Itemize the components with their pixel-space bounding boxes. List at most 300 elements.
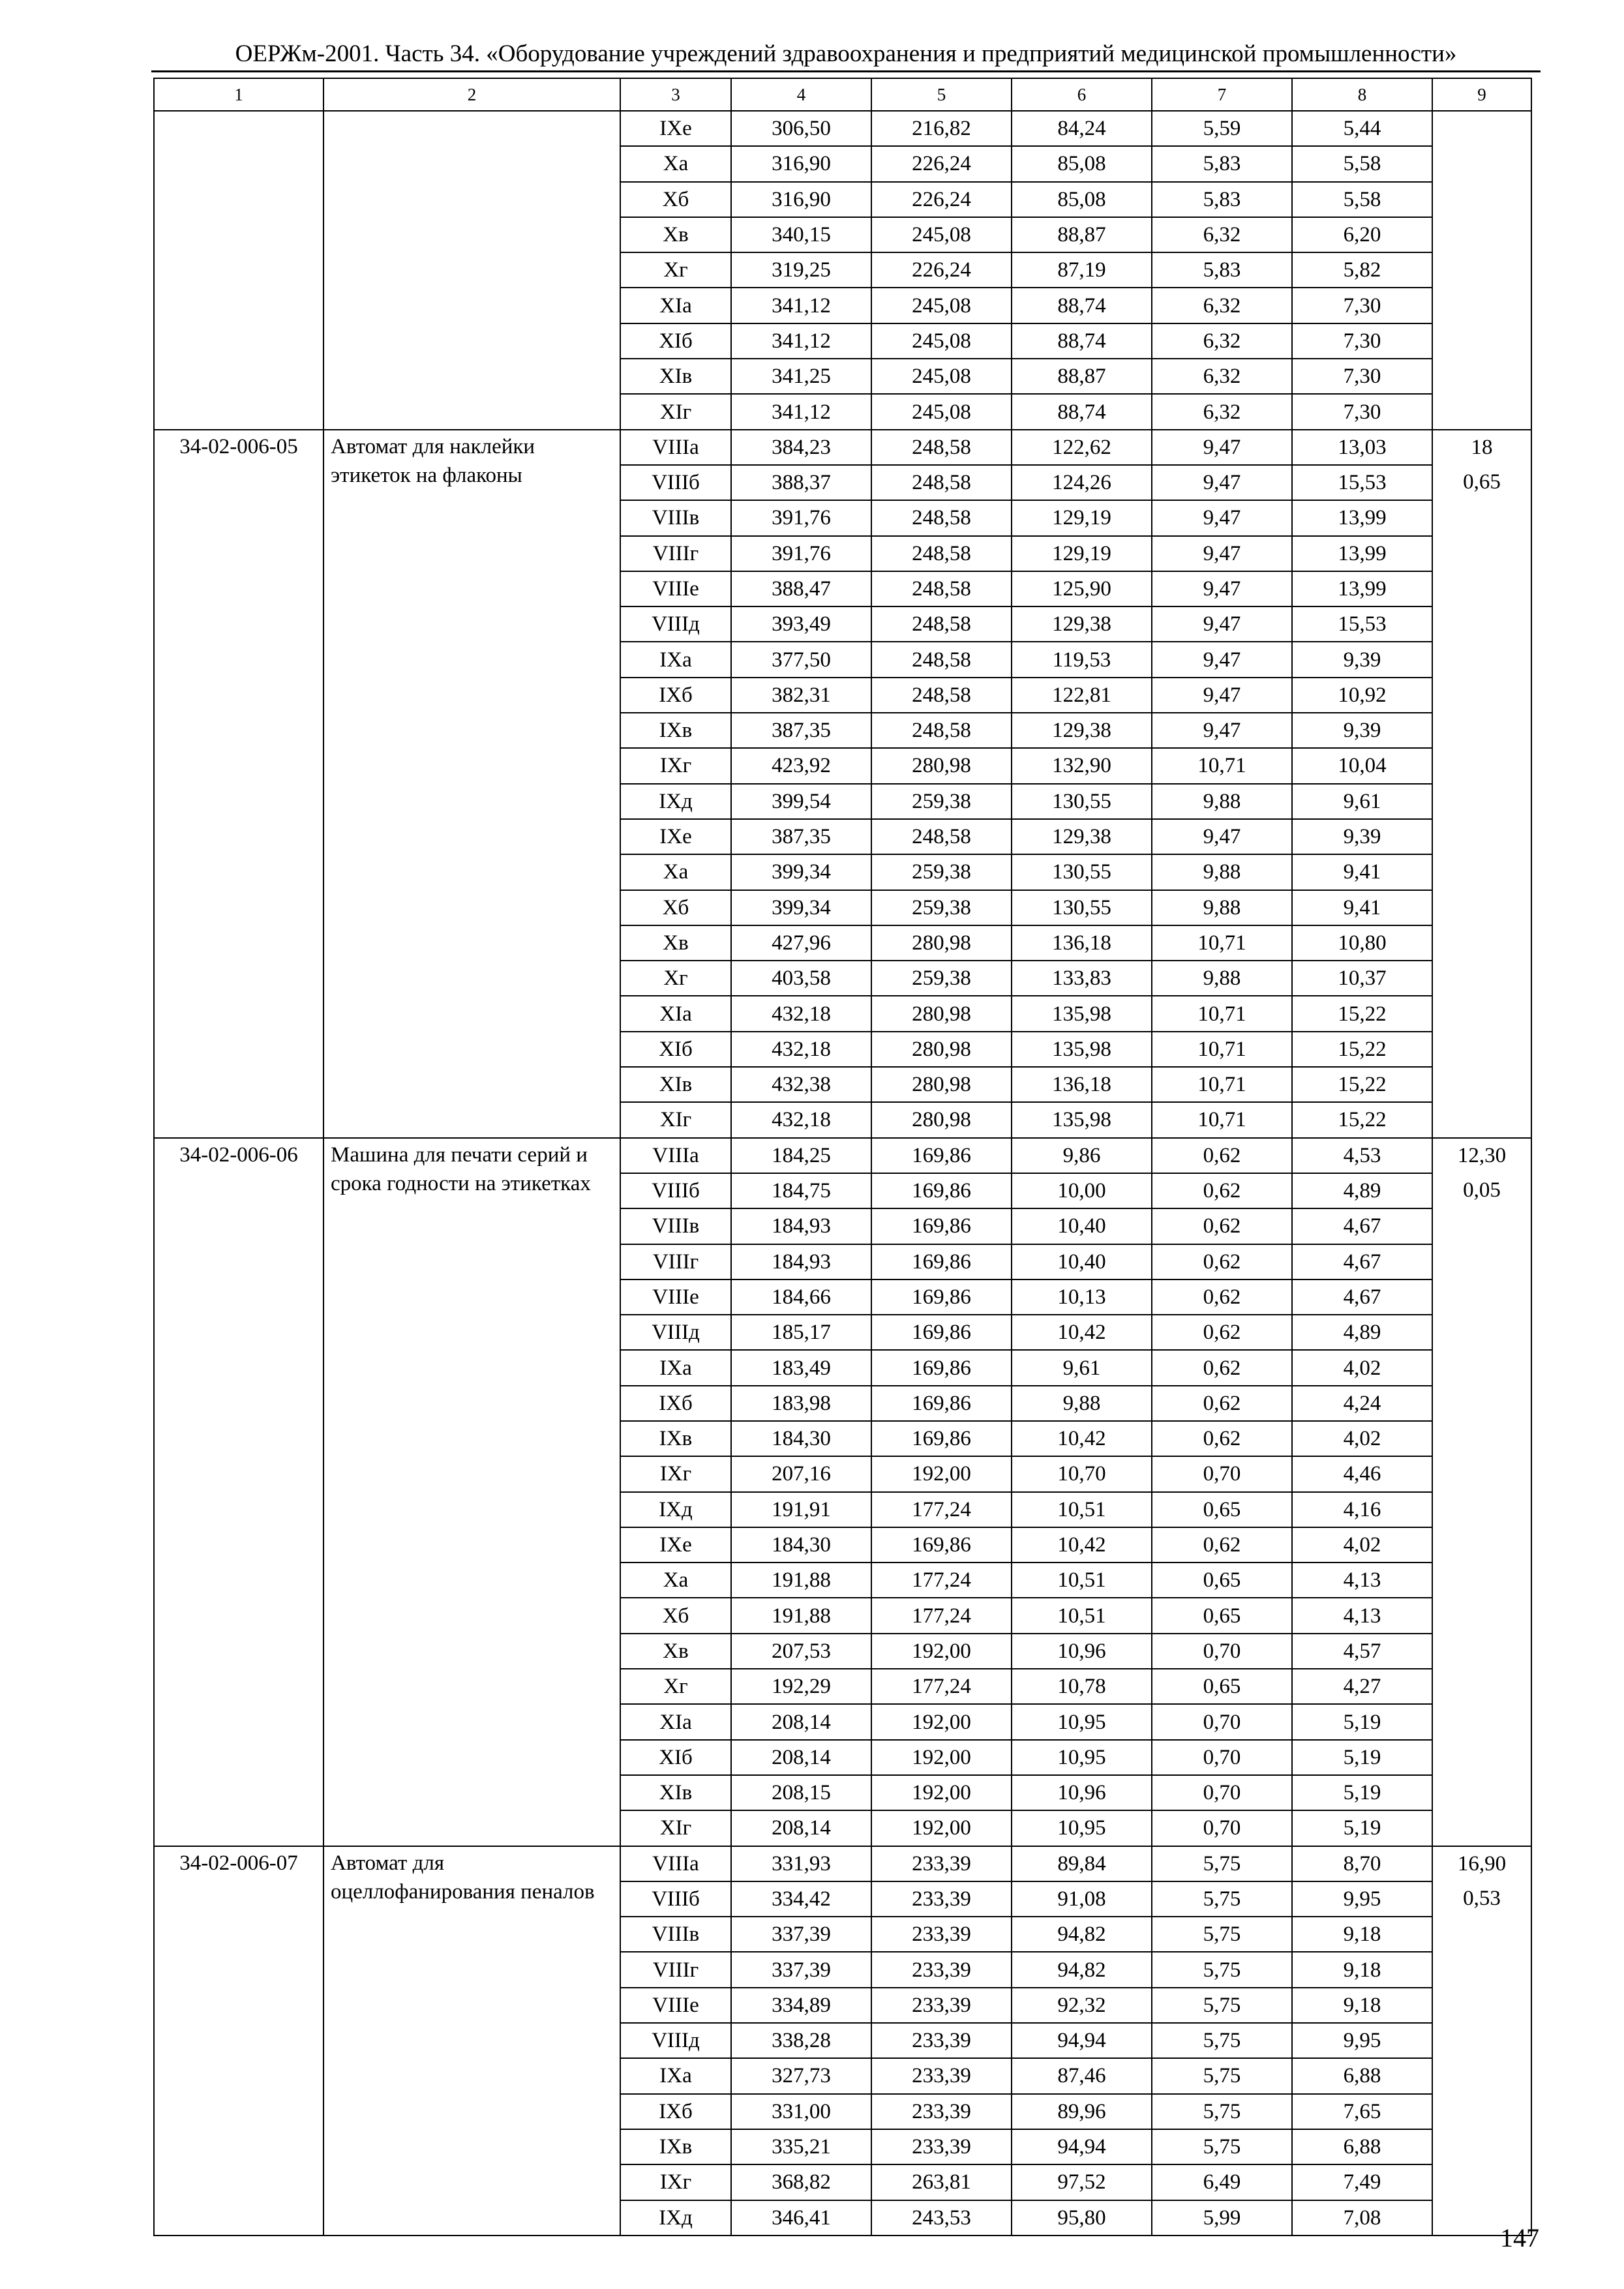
cost-materials-cell: 9,39	[1292, 713, 1432, 748]
cost-direct-cell: 192,29	[731, 1669, 871, 1704]
cost-wage-cell: 259,38	[871, 961, 1012, 996]
cost-materials-cell: 9,18	[1292, 1917, 1432, 1952]
cost-wage-cell: 233,39	[871, 2129, 1012, 2164]
column-number: 6	[1012, 78, 1152, 111]
cost-wage-cell: 243,53	[871, 2200, 1012, 2236]
cost-machinist-wage-cell: 9,88	[1152, 961, 1292, 996]
cost-materials-cell: 9,18	[1292, 1988, 1432, 2023]
region-cell: Xв	[620, 925, 731, 961]
cost-direct-cell: 341,12	[731, 323, 871, 359]
cost-machine-cell: 10,95	[1012, 1704, 1152, 1739]
cost-direct-cell: 346,41	[731, 2200, 871, 2236]
col9-primary-value: 12,30	[1457, 1143, 1507, 1167]
cost-wage-cell: 248,58	[871, 819, 1012, 854]
region-cell: VIIIб	[620, 1881, 731, 1917]
cost-machine-cell: 10,42	[1012, 1527, 1152, 1563]
cost-machinist-wage-cell: 9,47	[1152, 713, 1292, 748]
cost-machinist-wage-cell: 0,65	[1152, 1598, 1292, 1633]
cost-wage-cell: 233,39	[871, 1952, 1012, 1987]
table-body	[154, 78, 1531, 2236]
cost-materials-cell: 13,99	[1292, 536, 1432, 571]
region-cell: Xб	[620, 890, 731, 925]
cost-wage-cell: 177,24	[871, 1598, 1012, 1633]
cost-wage-cell: 259,38	[871, 890, 1012, 925]
cost-machinist-wage-cell: 6,32	[1152, 323, 1292, 359]
cost-materials-cell: 4,02	[1292, 1350, 1432, 1385]
cost-machinist-wage-cell: 0,65	[1152, 1563, 1292, 1598]
cost-materials-cell: 15,22	[1292, 996, 1432, 1031]
cost-wage-cell: 248,58	[871, 430, 1012, 465]
cost-machinist-wage-cell: 0,62	[1152, 1350, 1292, 1385]
cost-wage-cell: 169,86	[871, 1138, 1012, 1173]
region-cell: IXв	[620, 1421, 731, 1456]
cost-direct-cell: 316,90	[731, 182, 871, 217]
cost-machinist-wage-cell: 6,32	[1152, 217, 1292, 252]
cost-direct-cell: 208,14	[731, 1740, 871, 1775]
cost-materials-cell: 4,67	[1292, 1208, 1432, 1244]
cost-materials-cell: 13,99	[1292, 500, 1432, 535]
region-cell: XIв	[620, 359, 731, 394]
cost-wage-cell: 192,00	[871, 1456, 1012, 1491]
cost-machine-cell: 130,55	[1012, 854, 1152, 890]
cost-wage-cell: 263,81	[871, 2164, 1012, 2200]
cost-materials-cell: 4,13	[1292, 1598, 1432, 1633]
cost-wage-cell: 245,08	[871, 394, 1012, 429]
cost-direct-cell: 377,50	[731, 642, 871, 677]
item-code-cell: 34-02-006-06	[154, 1138, 323, 1846]
cost-machine-cell: 133,83	[1012, 961, 1152, 996]
cost-machinist-wage-cell: 10,71	[1152, 1102, 1292, 1137]
cost-materials-cell: 4,13	[1292, 1563, 1432, 1598]
cost-direct-cell: 338,28	[731, 2023, 871, 2058]
cost-machinist-wage-cell: 0,62	[1152, 1315, 1292, 1350]
cost-machinist-wage-cell: 9,47	[1152, 536, 1292, 571]
cost-machine-cell: 10,96	[1012, 1634, 1152, 1669]
item-col9-cell	[1432, 1138, 1531, 1846]
cost-machinist-wage-cell: 5,75	[1152, 2023, 1292, 2058]
cost-direct-cell: 316,90	[731, 146, 871, 181]
cost-materials-cell: 4,53	[1292, 1138, 1432, 1173]
cost-direct-cell: 191,88	[731, 1563, 871, 1598]
cost-direct-cell: 432,18	[731, 996, 871, 1031]
cost-direct-cell: 341,12	[731, 288, 871, 323]
region-cell: VIIIв	[620, 500, 731, 535]
cost-materials-cell: 15,22	[1292, 1102, 1432, 1137]
cost-machinist-wage-cell: 5,75	[1152, 1917, 1292, 1952]
cost-machinist-wage-cell: 6,32	[1152, 359, 1292, 394]
cost-wage-cell: 245,08	[871, 288, 1012, 323]
cost-machine-cell: 89,96	[1012, 2094, 1152, 2129]
cost-machinist-wage-cell: 10,71	[1152, 1032, 1292, 1067]
region-cell: XIв	[620, 1067, 731, 1102]
cost-machinist-wage-cell: 0,70	[1152, 1704, 1292, 1739]
cost-machinist-wage-cell: 0,62	[1152, 1421, 1292, 1456]
column-number: 7	[1152, 78, 1292, 111]
cost-direct-cell: 341,25	[731, 359, 871, 394]
cost-direct-cell: 184,66	[731, 1279, 871, 1315]
region-cell: XIг	[620, 1810, 731, 1846]
column-number: 2	[323, 78, 620, 111]
cost-wage-cell: 233,39	[871, 2094, 1012, 2129]
cost-direct-cell: 306,50	[731, 111, 871, 146]
cost-wage-cell: 245,08	[871, 217, 1012, 252]
cost-machine-cell: 92,32	[1012, 1988, 1152, 2023]
cost-machine-cell: 10,51	[1012, 1598, 1152, 1633]
item-name-cell: Машина для печати серий и срока годности на этикетках	[323, 1138, 620, 1846]
cost-machine-cell: 94,82	[1012, 1952, 1152, 1987]
region-cell: Xг	[620, 252, 731, 288]
cost-machinist-wage-cell: 5,83	[1152, 182, 1292, 217]
table-row	[154, 1138, 1531, 1173]
cost-machine-cell: 10,95	[1012, 1810, 1152, 1846]
cost-machinist-wage-cell: 9,88	[1152, 784, 1292, 819]
cost-direct-cell: 399,34	[731, 854, 871, 890]
cost-machine-cell: 119,53	[1012, 642, 1152, 677]
region-cell: VIIIе	[620, 571, 731, 606]
cost-wage-cell: 248,58	[871, 571, 1012, 606]
cost-materials-cell: 4,67	[1292, 1244, 1432, 1279]
cost-machine-cell: 9,86	[1012, 1138, 1152, 1173]
cost-materials-cell: 9,95	[1292, 1881, 1432, 1917]
cost-materials-cell: 9,18	[1292, 1952, 1432, 1987]
region-cell: Xа	[620, 1563, 731, 1598]
cost-direct-cell: 391,76	[731, 536, 871, 571]
cost-machine-cell: 97,52	[1012, 2164, 1152, 2200]
cost-materials-cell: 13,03	[1292, 430, 1432, 465]
region-cell: IXа	[620, 2058, 731, 2093]
cost-machine-cell: 129,38	[1012, 819, 1152, 854]
cost-materials-cell: 5,19	[1292, 1775, 1432, 1810]
table-row	[154, 430, 1531, 465]
cost-machinist-wage-cell: 0,65	[1152, 1669, 1292, 1704]
cost-direct-cell: 388,47	[731, 571, 871, 606]
cost-machinist-wage-cell: 5,83	[1152, 252, 1292, 288]
table-row	[154, 111, 1531, 146]
cost-machinist-wage-cell: 0,62	[1152, 1173, 1292, 1208]
cost-materials-cell: 9,39	[1292, 819, 1432, 854]
cost-materials-cell: 13,99	[1292, 571, 1432, 606]
cost-wage-cell: 280,98	[871, 996, 1012, 1031]
column-number: 8	[1292, 78, 1432, 111]
cost-direct-cell: 184,25	[731, 1138, 871, 1173]
cost-wage-cell: 245,08	[871, 359, 1012, 394]
cost-machine-cell: 88,74	[1012, 394, 1152, 429]
cost-direct-cell: 432,18	[731, 1032, 871, 1067]
cost-wage-cell: 233,39	[871, 1988, 1012, 2023]
cost-direct-cell: 331,93	[731, 1846, 871, 1881]
cost-machine-cell: 130,55	[1012, 890, 1152, 925]
cost-wage-cell: 177,24	[871, 1563, 1012, 1598]
cost-machinist-wage-cell: 9,88	[1152, 890, 1292, 925]
region-cell: VIIIе	[620, 1279, 731, 1315]
region-cell: VIIIд	[620, 2023, 731, 2058]
region-cell: IXг	[620, 748, 731, 783]
cost-machinist-wage-cell: 10,71	[1152, 748, 1292, 783]
cost-wage-cell: 169,86	[871, 1421, 1012, 1456]
column-number-row	[154, 78, 1531, 111]
cost-machinist-wage-cell: 0,70	[1152, 1740, 1292, 1775]
cost-materials-cell: 8,70	[1292, 1846, 1432, 1881]
cost-materials-cell: 4,46	[1292, 1456, 1432, 1491]
cost-direct-cell: 427,96	[731, 925, 871, 961]
cost-materials-cell: 10,80	[1292, 925, 1432, 961]
col9-primary-value: 16,90	[1457, 1851, 1507, 1876]
col9-cell	[1432, 111, 1531, 430]
code-cell	[154, 111, 323, 430]
cost-direct-cell: 384,23	[731, 430, 871, 465]
cost-materials-cell: 5,44	[1292, 111, 1432, 146]
cost-materials-cell: 5,58	[1292, 146, 1432, 181]
cost-materials-cell: 7,08	[1292, 2200, 1432, 2236]
cost-direct-cell: 208,14	[731, 1810, 871, 1846]
cost-machinist-wage-cell: 9,47	[1152, 500, 1292, 535]
cost-machinist-wage-cell: 9,47	[1152, 678, 1292, 713]
cost-direct-cell: 432,38	[731, 1067, 871, 1102]
cost-materials-cell: 9,41	[1292, 890, 1432, 925]
cost-materials-cell: 7,65	[1292, 2094, 1432, 2129]
region-cell: IXа	[620, 1350, 731, 1385]
cost-materials-cell: 15,53	[1292, 465, 1432, 500]
region-cell: VIIIа	[620, 1846, 731, 1881]
cost-direct-cell: 208,15	[731, 1775, 871, 1810]
cost-machine-cell: 136,18	[1012, 1067, 1152, 1102]
region-cell: Xб	[620, 182, 731, 217]
cost-machine-cell: 10,00	[1012, 1173, 1152, 1208]
cost-direct-cell: 191,91	[731, 1492, 871, 1527]
cost-machinist-wage-cell: 10,71	[1152, 925, 1292, 961]
cost-wage-cell: 248,58	[871, 465, 1012, 500]
cost-materials-cell: 9,61	[1292, 784, 1432, 819]
cost-wage-cell: 248,58	[871, 536, 1012, 571]
cost-direct-cell: 387,35	[731, 713, 871, 748]
cost-machine-cell: 129,19	[1012, 500, 1152, 535]
cost-wage-cell: 192,00	[871, 1634, 1012, 1669]
cost-wage-cell: 233,39	[871, 2023, 1012, 2058]
cost-machine-cell: 88,74	[1012, 323, 1152, 359]
cost-direct-cell: 337,39	[731, 1952, 871, 1987]
cost-wage-cell: 192,00	[871, 1740, 1012, 1775]
cost-materials-cell: 9,39	[1292, 642, 1432, 677]
cost-direct-cell: 327,73	[731, 2058, 871, 2093]
cost-wage-cell: 248,58	[871, 713, 1012, 748]
cost-machine-cell: 95,80	[1012, 2200, 1152, 2236]
cost-materials-cell: 5,19	[1292, 1810, 1432, 1846]
cost-direct-cell: 184,93	[731, 1208, 871, 1244]
cost-machine-cell: 10,95	[1012, 1740, 1152, 1775]
cost-machine-cell: 85,08	[1012, 182, 1152, 217]
cost-machine-cell: 129,38	[1012, 713, 1152, 748]
cost-wage-cell: 233,39	[871, 1881, 1012, 1917]
region-cell: VIIIа	[620, 1138, 731, 1173]
cost-machine-cell: 88,87	[1012, 217, 1152, 252]
region-cell: VIIIе	[620, 1988, 731, 2023]
cost-direct-cell: 341,12	[731, 394, 871, 429]
region-cell: IXд	[620, 1492, 731, 1527]
region-cell: Xв	[620, 217, 731, 252]
region-cell: VIIIа	[620, 430, 731, 465]
cost-direct-cell: 185,17	[731, 1315, 871, 1350]
cost-wage-cell: 169,86	[871, 1386, 1012, 1421]
cost-wage-cell: 226,24	[871, 182, 1012, 217]
region-cell: Xб	[620, 1598, 731, 1633]
name-cell	[323, 111, 620, 430]
cost-materials-cell: 4,02	[1292, 1421, 1432, 1456]
cost-machinist-wage-cell: 9,47	[1152, 606, 1292, 642]
cost-machine-cell: 87,19	[1012, 252, 1152, 288]
cost-wage-cell: 169,86	[871, 1315, 1012, 1350]
cost-machine-cell: 94,82	[1012, 1917, 1152, 1952]
cost-machine-cell: 10,40	[1012, 1208, 1152, 1244]
region-cell: VIIIг	[620, 1952, 731, 1987]
cost-direct-cell: 183,49	[731, 1350, 871, 1385]
region-cell: XIа	[620, 288, 731, 323]
cost-machine-cell: 10,51	[1012, 1492, 1152, 1527]
cost-materials-cell: 7,49	[1292, 2164, 1432, 2200]
rates-table	[153, 78, 1532, 2236]
region-cell: IXа	[620, 642, 731, 677]
cost-machinist-wage-cell: 5,75	[1152, 1846, 1292, 1881]
cost-machinist-wage-cell: 6,32	[1152, 394, 1292, 429]
cost-direct-cell: 432,18	[731, 1102, 871, 1137]
cost-materials-cell: 10,04	[1292, 748, 1432, 783]
cost-machine-cell: 10,78	[1012, 1669, 1152, 1704]
region-cell: Xг	[620, 961, 731, 996]
cost-machine-cell: 124,26	[1012, 465, 1152, 500]
cost-wage-cell: 192,00	[871, 1810, 1012, 1846]
cost-machinist-wage-cell: 5,75	[1152, 2058, 1292, 2093]
cost-materials-cell: 10,92	[1292, 678, 1432, 713]
cost-machine-cell: 88,87	[1012, 359, 1152, 394]
cost-direct-cell: 184,30	[731, 1527, 871, 1563]
cost-wage-cell: 280,98	[871, 1067, 1012, 1102]
cost-machine-cell: 9,88	[1012, 1386, 1152, 1421]
region-cell: XIв	[620, 1775, 731, 1810]
cost-machinist-wage-cell: 0,70	[1152, 1810, 1292, 1846]
cost-materials-cell: 10,37	[1292, 961, 1432, 996]
cost-materials-cell: 7,30	[1292, 288, 1432, 323]
cost-machinist-wage-cell: 5,75	[1152, 1988, 1292, 2023]
column-number: 4	[731, 78, 871, 111]
region-cell: IXе	[620, 111, 731, 146]
cost-wage-cell: 169,86	[871, 1208, 1012, 1244]
cost-wage-cell: 280,98	[871, 748, 1012, 783]
cost-wage-cell: 280,98	[871, 925, 1012, 961]
cost-wage-cell: 192,00	[871, 1704, 1012, 1739]
cost-materials-cell: 6,20	[1292, 217, 1432, 252]
cost-wage-cell: 169,86	[871, 1527, 1012, 1563]
cost-direct-cell: 340,15	[731, 217, 871, 252]
cost-direct-cell: 184,30	[731, 1421, 871, 1456]
cost-materials-cell: 6,88	[1292, 2058, 1432, 2093]
cost-materials-cell: 15,53	[1292, 606, 1432, 642]
cost-machinist-wage-cell: 10,71	[1152, 1067, 1292, 1102]
cost-machinist-wage-cell: 5,75	[1152, 2129, 1292, 2164]
cost-machinist-wage-cell: 0,62	[1152, 1208, 1292, 1244]
cost-machine-cell: 89,84	[1012, 1846, 1152, 1881]
cost-direct-cell: 382,31	[731, 678, 871, 713]
cost-machinist-wage-cell: 6,49	[1152, 2164, 1292, 2200]
region-cell: IXв	[620, 2129, 731, 2164]
cost-machinist-wage-cell: 5,59	[1152, 111, 1292, 146]
cost-machinist-wage-cell: 6,32	[1152, 288, 1292, 323]
cost-machine-cell: 10,51	[1012, 1563, 1152, 1598]
cost-direct-cell: 399,54	[731, 784, 871, 819]
cost-direct-cell: 331,00	[731, 2094, 871, 2129]
region-cell: IXд	[620, 784, 731, 819]
cost-materials-cell: 5,82	[1292, 252, 1432, 288]
cost-machinist-wage-cell: 9,47	[1152, 430, 1292, 465]
cost-machine-cell: 94,94	[1012, 2023, 1152, 2058]
region-cell: Xв	[620, 1634, 731, 1669]
region-cell: VIIIв	[620, 1208, 731, 1244]
cost-materials-cell: 5,19	[1292, 1740, 1432, 1775]
col9-secondary-value: 0,05	[1463, 1178, 1501, 1202]
cost-machine-cell: 125,90	[1012, 571, 1152, 606]
cost-direct-cell: 391,76	[731, 500, 871, 535]
cost-machinist-wage-cell: 9,47	[1152, 642, 1292, 677]
cost-materials-cell: 7,30	[1292, 394, 1432, 429]
cost-wage-cell: 248,58	[871, 606, 1012, 642]
cost-machine-cell: 10,40	[1012, 1244, 1152, 1279]
cost-wage-cell: 169,86	[871, 1173, 1012, 1208]
item-col9-cell	[1432, 430, 1531, 1138]
column-number: 1	[154, 78, 323, 111]
cost-direct-cell: 399,34	[731, 890, 871, 925]
cost-materials-cell: 4,02	[1292, 1527, 1432, 1563]
cost-materials-cell: 15,22	[1292, 1067, 1432, 1102]
cost-machine-cell: 122,62	[1012, 430, 1152, 465]
cost-direct-cell: 335,21	[731, 2129, 871, 2164]
region-cell: IXг	[620, 2164, 731, 2200]
cost-wage-cell: 216,82	[871, 111, 1012, 146]
cost-materials-cell: 6,88	[1292, 2129, 1432, 2164]
cost-materials-cell: 4,89	[1292, 1173, 1432, 1208]
cost-wage-cell: 233,39	[871, 2058, 1012, 2093]
cost-direct-cell: 191,88	[731, 1598, 871, 1633]
table-row	[154, 1846, 1531, 1881]
cost-wage-cell: 248,58	[871, 500, 1012, 535]
item-name-cell: Автомат для оцеллофанирования пеналов	[323, 1846, 620, 2236]
cost-materials-cell: 4,24	[1292, 1386, 1432, 1421]
cost-machinist-wage-cell: 5,75	[1152, 1881, 1292, 1917]
cost-wage-cell: 233,39	[871, 1917, 1012, 1952]
region-cell: IXг	[620, 1456, 731, 1491]
cost-machine-cell: 122,81	[1012, 678, 1152, 713]
region-cell: IXе	[620, 819, 731, 854]
cost-direct-cell: 184,93	[731, 1244, 871, 1279]
cost-wage-cell: 177,24	[871, 1492, 1012, 1527]
cost-machinist-wage-cell: 9,88	[1152, 854, 1292, 890]
cost-machine-cell: 135,98	[1012, 1032, 1152, 1067]
region-cell: VIIIб	[620, 1173, 731, 1208]
region-cell: XIа	[620, 1704, 731, 1739]
cost-direct-cell: 334,42	[731, 1881, 871, 1917]
cost-direct-cell: 319,25	[731, 252, 871, 288]
region-cell: IXд	[620, 2200, 731, 2236]
cost-wage-cell: 259,38	[871, 784, 1012, 819]
cost-materials-cell: 15,22	[1292, 1032, 1432, 1067]
cost-machine-cell: 84,24	[1012, 111, 1152, 146]
cost-machine-cell: 136,18	[1012, 925, 1152, 961]
region-cell: Xа	[620, 854, 731, 890]
cost-machinist-wage-cell: 0,70	[1152, 1634, 1292, 1669]
cost-machine-cell: 10,70	[1012, 1456, 1152, 1491]
column-number: 9	[1432, 78, 1531, 111]
cost-machinist-wage-cell: 10,71	[1152, 996, 1292, 1031]
cost-wage-cell: 233,39	[871, 1846, 1012, 1881]
cost-machinist-wage-cell: 9,47	[1152, 571, 1292, 606]
region-cell: XIб	[620, 1740, 731, 1775]
